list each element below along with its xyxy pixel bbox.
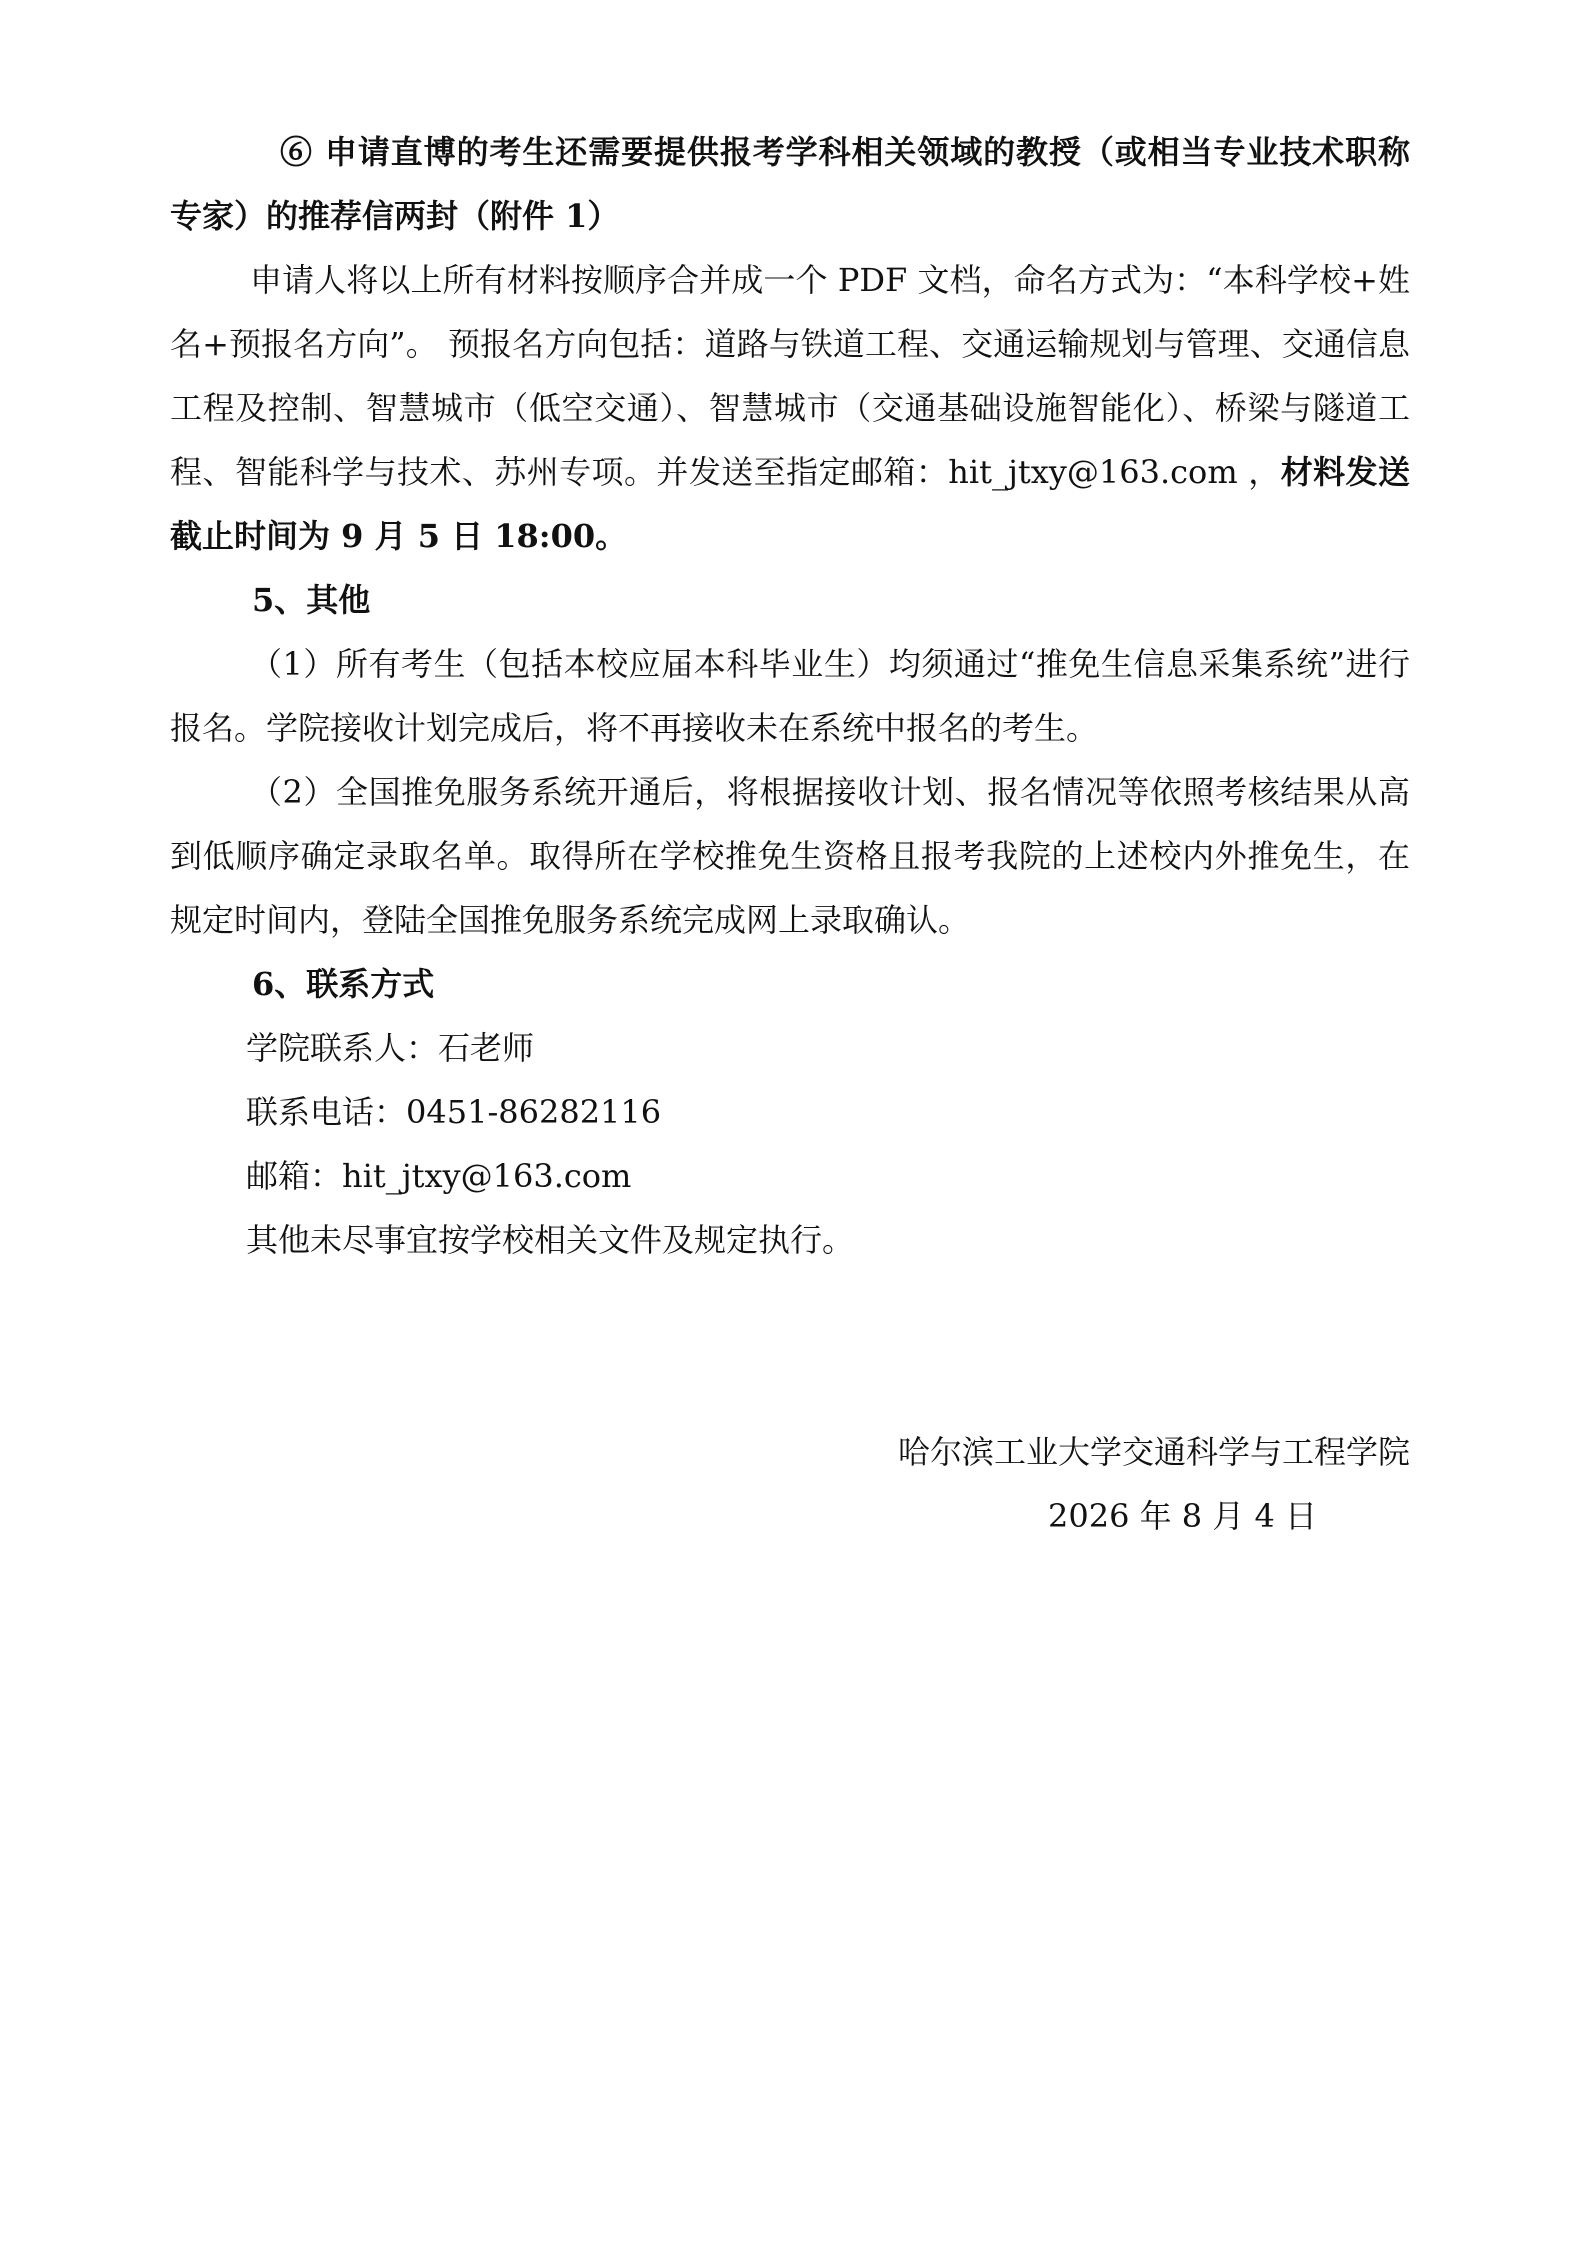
- signature-date: 2026 年 8 月 4 日: [1047, 1497, 1318, 1535]
- materials-deadline: 材料发送截止时间为 9 月 5 日 18:00。: [170, 453, 1410, 555]
- contact-email: 邮箱：hit_jtxy@163.com: [246, 1157, 632, 1195]
- section-5-para-2: （2）全国推免服务系统开通后，将根据接收计划、报名情况等依照考核结果从高到低顺序确定录取名单。取得所在学校推免生资格且报考我院的上述校内外推免生，在规定时间内，登陆全国推免服务系统完成网上录取确认。: [170, 773, 1410, 939]
- section-5-heading: 5、其他: [252, 581, 371, 619]
- closing-note: 其他未尽事宜按学校相关文件及规定执行。: [246, 1221, 855, 1259]
- signature-block: [898, 1420, 1410, 1548]
- materials-paragraph: [170, 248, 1410, 568]
- section-5-para-1: （1）所有考生（包括本校应届本科毕业生）均须通过“推免生信息采集系统”进行报名。学院接收计划完成后，将不再接收未在系统中报名的考生。: [170, 645, 1410, 747]
- contact-phone: 联系电话：0451-86282116: [246, 1093, 662, 1131]
- section-6-heading: 6、联系方式: [252, 965, 435, 1003]
- item-6-recommendation-letters: ⑥ 申请直博的考生还需要提供报考学科相关领域的教授（或相当专业技术职称专家）的推荐信两封（附件 1）: [170, 133, 1410, 235]
- materials-intro: 申请人将以上所有材料按顺序合并成一个 PDF 文档，命名方式为：“本科学校+姓名+预报名方向”。 预报名方向包括：道路与铁道工程、交通运输规划与管理、交通信息工程及控制、智慧城市（低空交通）、智慧城市（交通基础设施智能化）、桥梁与隧道工程、智能科学与技术、苏州专项。并发送至指定邮箱：hit_jtxy@163.com ，: [170, 261, 1410, 491]
- document-body: [170, 120, 1410, 1535]
- contact-person: 学院联系人：石老师: [246, 1029, 535, 1067]
- signature-org: 哈尔滨工业大学交通科学与工程学院: [897, 1433, 1410, 1471]
